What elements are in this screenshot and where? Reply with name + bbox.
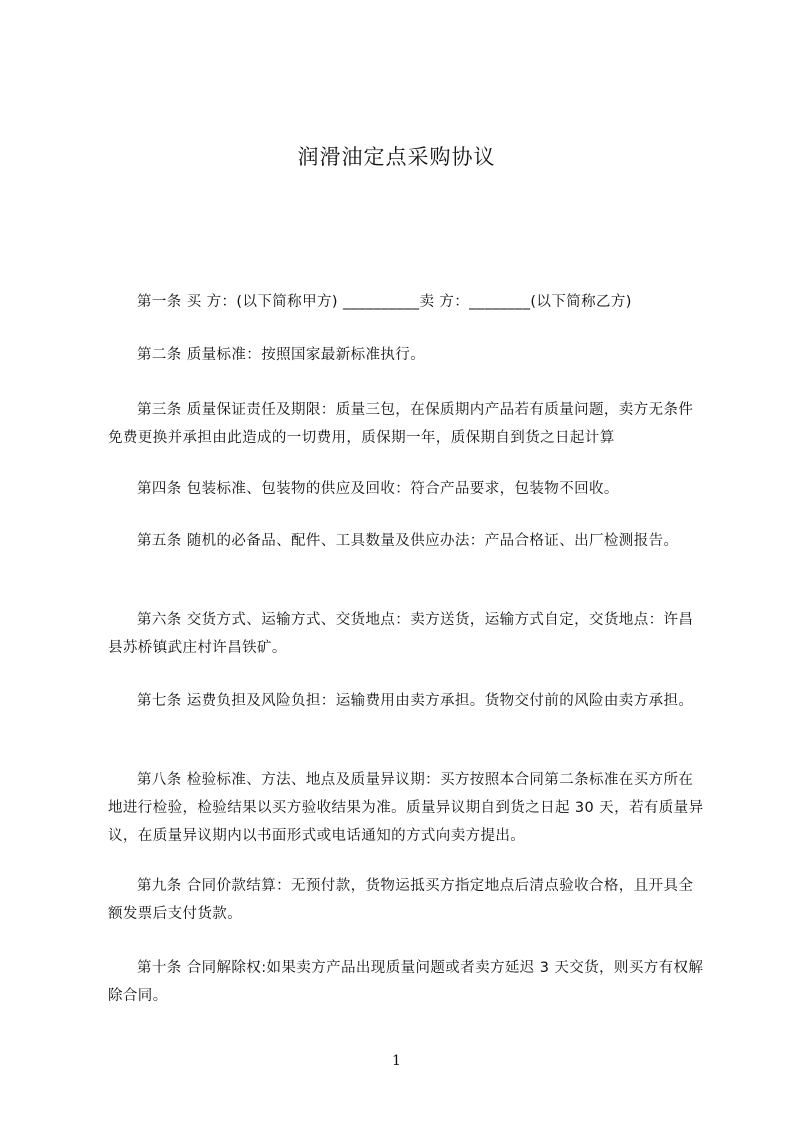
clause-2: 第二条 质量标准：按照国家最新标准执行。 [137,347,426,363]
clause-9: 第九条 合同价款结算：无预付款，货物运抵买方指定地点后清点验收合格，且开具全额发票后支付货款。 [108,878,694,922]
clause-4: 第四条 包装标准、包装物的供应及回收：符合产品要求，包装物不回收。 [137,481,619,497]
clause-10: 第十条 合同解除权:如果卖方产品出现质量问题或者卖方延迟 3 天交货，则买方有权解除合同。 [108,960,704,1004]
document-title: 润滑油定点采购协议 [297,145,496,169]
clause-6: 第六条 交货方式、运输方式、交货地点：卖方送货，运输方式自定，交货地点：许昌县苏桥镇武庄村许昌铁矿。 [108,612,694,656]
clause-8: 第八条 检验标准、方法、地点及质量异议期：买方按照本合同第二条标准在买方所在地进行检验，检验结果以买方验收结果为准。质量异议期自到货之日起 30 天，若有质量异议，在质量异议期内以书面形式或电话通知的方式向卖方提出。 [108,772,704,844]
clause-5: 第五条 随机的必备品、配件、工具数量及供应办法：产品合格证、出厂检测报告。 [137,533,679,549]
clause-7: 第七条 运费负担及风险负担：运输费用由卖方承担。货物交付前的风险由卖方承担。 [137,693,694,709]
clause-1: 第一条 买 方：(以下简称甲方) __________卖 方：________(以下简称乙方) [137,294,632,310]
page-number: 1 [392,1053,401,1069]
clause-3: 第三条 质量保证责任及期限：质量三包，在保质期内产品若有质量问题，卖方无条件免费更换并承担由此造成的一切费用，质保期一年，质保期自到货之日起计算 [108,402,694,446]
